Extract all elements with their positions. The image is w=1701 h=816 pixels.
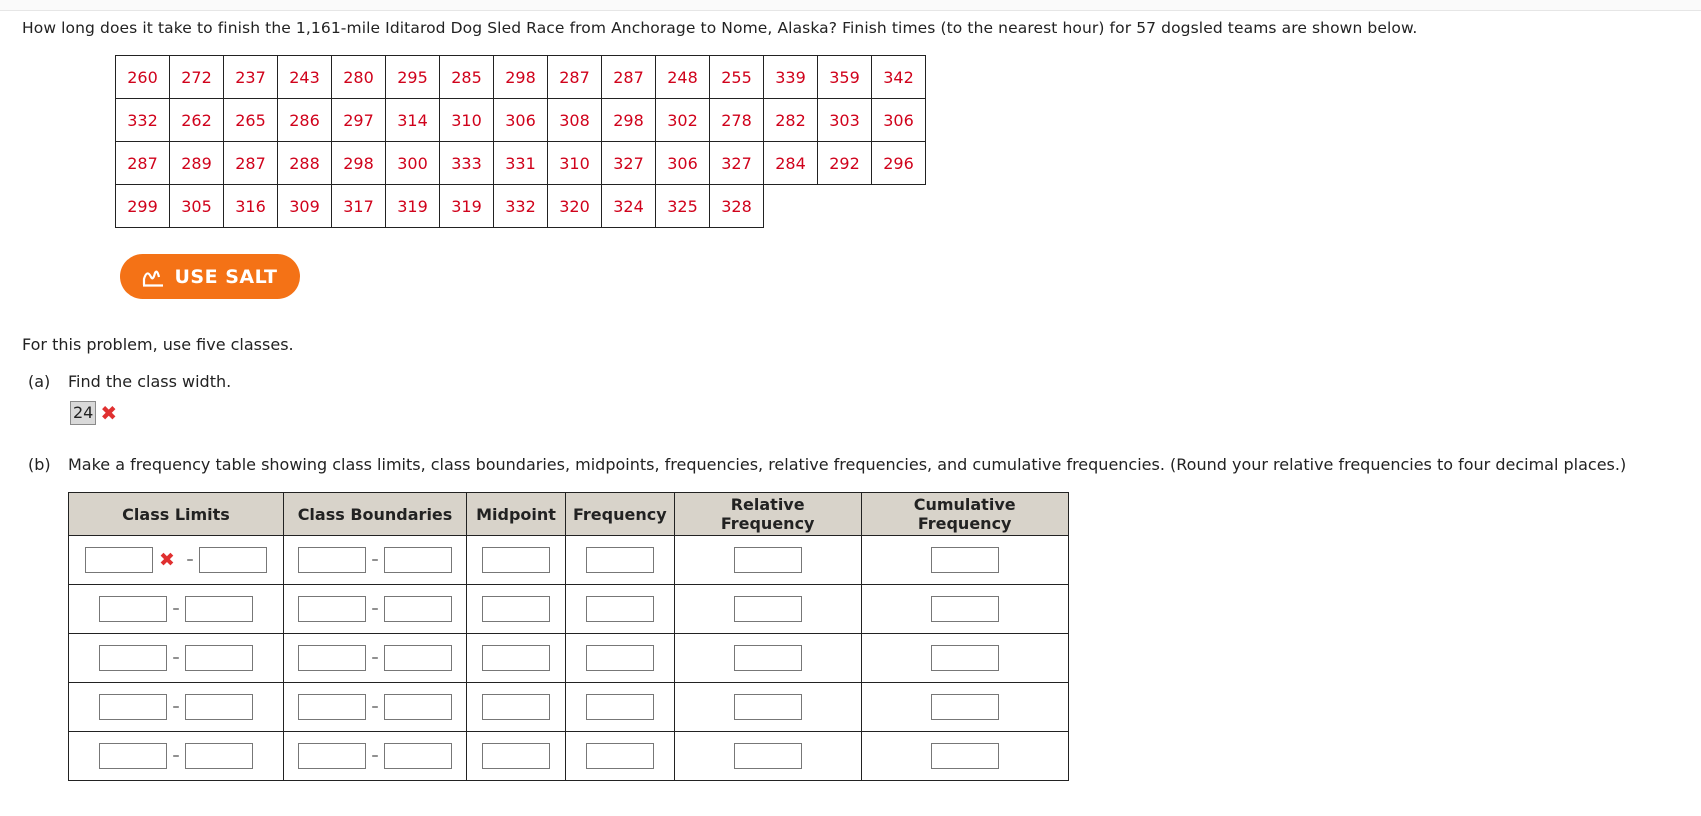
finish-time-cell: 306 [872, 99, 926, 142]
class-boundaries-cell [284, 536, 467, 585]
finish-time-cell: 292 [818, 142, 872, 185]
lower-limit-input[interactable] [85, 547, 153, 573]
finish-time-cell: 248 [656, 56, 710, 99]
relative-frequency-cell [674, 634, 861, 683]
finish-time-cell: 319 [440, 185, 494, 228]
part-a-text: Find the class width. [68, 372, 232, 391]
finish-time-cell: 262 [170, 99, 224, 142]
part-a-question [28, 372, 231, 391]
finish-time-cell: 297 [332, 99, 386, 142]
frequency-row [69, 732, 1069, 781]
upper-boundary-input[interactable] [384, 743, 452, 769]
lower-limit-input[interactable] [99, 743, 167, 769]
midpoint-input[interactable] [482, 547, 550, 573]
class-boundaries-cell [284, 683, 467, 732]
finish-time-cell: 316 [224, 185, 278, 228]
lower-boundary-input[interactable] [298, 645, 366, 671]
data-row [116, 99, 926, 142]
header-class-boundaries: Class Boundaries [284, 493, 467, 536]
midpoint-cell [467, 634, 566, 683]
finish-time-cell: 308 [548, 99, 602, 142]
finish-time-cell: 302 [656, 99, 710, 142]
finish-time-cell: 303 [818, 99, 872, 142]
finish-time-cell: 306 [656, 142, 710, 185]
cumulative-frequency-input[interactable] [931, 743, 999, 769]
finish-time-cell: 314 [386, 99, 440, 142]
finish-time-cell: 325 [656, 185, 710, 228]
finish-time-cell: 320 [548, 185, 602, 228]
finish-time-cell: 278 [710, 99, 764, 142]
finish-time-cell: 342 [872, 56, 926, 99]
cumulative-frequency-input[interactable] [931, 596, 999, 622]
cumulative-frequency-cell [861, 585, 1068, 634]
finish-time-cell: 332 [494, 185, 548, 228]
data-row [116, 142, 926, 185]
data-row [116, 56, 926, 99]
frequency-cell [566, 536, 675, 585]
finish-time-cell: 237 [224, 56, 278, 99]
upper-boundary-input[interactable] [384, 694, 452, 720]
finish-time-cell: 284 [764, 142, 818, 185]
frequency-row [69, 585, 1069, 634]
finish-time-cell: 359 [818, 56, 872, 99]
range-dash: – [186, 552, 194, 568]
frequency-cell [566, 683, 675, 732]
finish-time-cell: 309 [278, 185, 332, 228]
use-salt-button[interactable] [120, 254, 300, 299]
finish-time-cell: 327 [710, 142, 764, 185]
frequency-row [69, 683, 1069, 732]
finish-time-cell: 287 [224, 142, 278, 185]
upper-limit-input[interactable] [185, 645, 253, 671]
frequency-input[interactable] [586, 694, 654, 720]
finish-time-cell: 296 [872, 142, 926, 185]
finish-time-cell: 319 [386, 185, 440, 228]
finish-time-cell: 328 [710, 185, 764, 228]
finish-time-cell: 288 [278, 142, 332, 185]
finish-time-cell: 295 [386, 56, 440, 99]
range-dash: – [172, 748, 180, 764]
finish-time-cell: 327 [602, 142, 656, 185]
empty-cell [872, 185, 926, 228]
incorrect-x-icon: ✖ [100, 401, 118, 425]
frequency-row [69, 536, 1069, 585]
frequency-cell [566, 585, 675, 634]
relative-frequency-cell [674, 732, 861, 781]
finish-time-cell: 305 [170, 185, 224, 228]
finish-time-cell: 282 [764, 99, 818, 142]
frequency-input[interactable] [586, 596, 654, 622]
midpoint-cell [467, 732, 566, 781]
salt-icon [142, 267, 164, 287]
lower-boundary-input[interactable] [298, 596, 366, 622]
relative-frequency-input[interactable] [734, 547, 802, 573]
midpoint-cell [467, 683, 566, 732]
data-row [116, 185, 926, 228]
frequency-input[interactable] [586, 743, 654, 769]
upper-limit-input[interactable] [185, 694, 253, 720]
upper-boundary-input[interactable] [384, 596, 452, 622]
upper-boundary-input[interactable] [384, 645, 452, 671]
range-dash: – [371, 699, 379, 715]
cumulative-frequency-cell [861, 683, 1068, 732]
finish-time-cell: 298 [332, 142, 386, 185]
relative-frequency-input[interactable] [734, 743, 802, 769]
finish-time-cell: 285 [440, 56, 494, 99]
header-class-limits: Class Limits [69, 493, 284, 536]
finish-time-cell: 298 [494, 56, 548, 99]
part-a-answer-row [70, 401, 117, 425]
header-midpoint: Midpoint [467, 493, 566, 536]
part-b-label: (b) [28, 455, 51, 474]
relative-frequency-input[interactable] [734, 596, 802, 622]
cumulative-frequency-cell [861, 732, 1068, 781]
range-dash: – [371, 552, 379, 568]
frequency-cell [566, 634, 675, 683]
midpoint-input[interactable] [482, 743, 550, 769]
midpoint-input[interactable] [482, 596, 550, 622]
class-limits-cell [69, 536, 284, 585]
finish-time-cell: 255 [710, 56, 764, 99]
upper-boundary-input[interactable] [384, 547, 452, 573]
relative-frequency-input[interactable] [734, 645, 802, 671]
header-cumulative-frequency: Cumulative Frequency [861, 493, 1068, 536]
finish-time-cell: 298 [602, 99, 656, 142]
range-dash: – [371, 601, 379, 617]
finish-time-cell: 300 [386, 142, 440, 185]
finish-time-cell: 332 [116, 99, 170, 142]
data-table [115, 55, 926, 228]
cumulative-frequency-input[interactable] [931, 645, 999, 671]
finish-time-cell: 260 [116, 56, 170, 99]
relative-frequency-input[interactable] [734, 694, 802, 720]
class-limits-cell [69, 634, 284, 683]
upper-limit-input[interactable] [199, 547, 267, 573]
range-dash: – [172, 601, 180, 617]
range-dash: – [371, 650, 379, 666]
problem-note: For this problem, use five classes. [22, 335, 294, 354]
part-b-question [28, 455, 1626, 474]
cumulative-frequency-input[interactable] [931, 694, 999, 720]
lower-limit-input[interactable] [99, 596, 167, 622]
midpoint-input[interactable] [482, 645, 550, 671]
class-limits-cell [69, 732, 284, 781]
finish-time-cell: 243 [278, 56, 332, 99]
finish-time-cell: 306 [494, 99, 548, 142]
incorrect-x-icon: ✖ [159, 549, 175, 571]
lower-boundary-input[interactable] [298, 547, 366, 573]
relative-frequency-cell [674, 683, 861, 732]
range-dash: – [172, 699, 180, 715]
finish-time-cell: 287 [548, 56, 602, 99]
lower-limit-input[interactable] [99, 694, 167, 720]
finish-time-cell: 310 [548, 142, 602, 185]
finish-time-cell: 287 [116, 142, 170, 185]
relative-frequency-cell [674, 536, 861, 585]
frequency-input[interactable] [586, 547, 654, 573]
upper-limit-input[interactable] [185, 596, 253, 622]
empty-cell [764, 185, 818, 228]
class-width-answer[interactable]: 24 [70, 401, 96, 425]
range-dash: – [172, 650, 180, 666]
frequency-input[interactable] [586, 645, 654, 671]
part-a-label: (a) [28, 372, 51, 391]
class-boundaries-cell [284, 732, 467, 781]
finish-time-cell: 317 [332, 185, 386, 228]
header-frequency: Frequency [566, 493, 675, 536]
lower-boundary-input[interactable] [298, 743, 366, 769]
frequency-row [69, 634, 1069, 683]
part-b-text: Make a frequency table showing class limits, class boundaries, midpoints, frequencies, relative frequencies, and cumulative frequencies. (Round your relative frequencies to four decimal places.) [68, 455, 1627, 474]
cumulative-frequency-cell [861, 536, 1068, 585]
relative-frequency-cell [674, 585, 861, 634]
class-limits-cell [69, 585, 284, 634]
finish-time-cell: 272 [170, 56, 224, 99]
finish-time-cell: 287 [602, 56, 656, 99]
lower-limit-input[interactable] [99, 645, 167, 671]
problem-intro: How long does it take to finish the 1,161-mile Iditarod Dog Sled Race from Anchorage to Nome, Alaska? Finish times (to the nearest hour) for 57 dogsled teams are shown below. [22, 19, 1418, 37]
upper-limit-input[interactable] [185, 743, 253, 769]
empty-cell [818, 185, 872, 228]
salt-button-label: USE SALT [174, 265, 278, 288]
class-boundaries-cell [284, 634, 467, 683]
cumulative-frequency-cell [861, 634, 1068, 683]
finish-time-cell: 280 [332, 56, 386, 99]
class-boundaries-cell [284, 585, 467, 634]
midpoint-cell [467, 585, 566, 634]
finish-time-cell: 286 [278, 99, 332, 142]
finish-time-cell: 265 [224, 99, 278, 142]
lower-boundary-input[interactable] [298, 694, 366, 720]
finish-time-cell: 299 [116, 185, 170, 228]
top-bar [0, 0, 1701, 11]
midpoint-cell [467, 536, 566, 585]
midpoint-input[interactable] [482, 694, 550, 720]
class-limits-cell [69, 683, 284, 732]
finish-time-cell: 324 [602, 185, 656, 228]
finish-time-cell: 310 [440, 99, 494, 142]
finish-time-cell: 331 [494, 142, 548, 185]
header-relative-frequency: Relative Frequency [674, 493, 861, 536]
frequency-cell [566, 732, 675, 781]
finish-time-cell: 339 [764, 56, 818, 99]
range-dash: – [371, 748, 379, 764]
frequency-table [68, 492, 1069, 781]
finish-time-cell: 289 [170, 142, 224, 185]
finish-time-cell: 333 [440, 142, 494, 185]
cumulative-frequency-input[interactable] [931, 547, 999, 573]
